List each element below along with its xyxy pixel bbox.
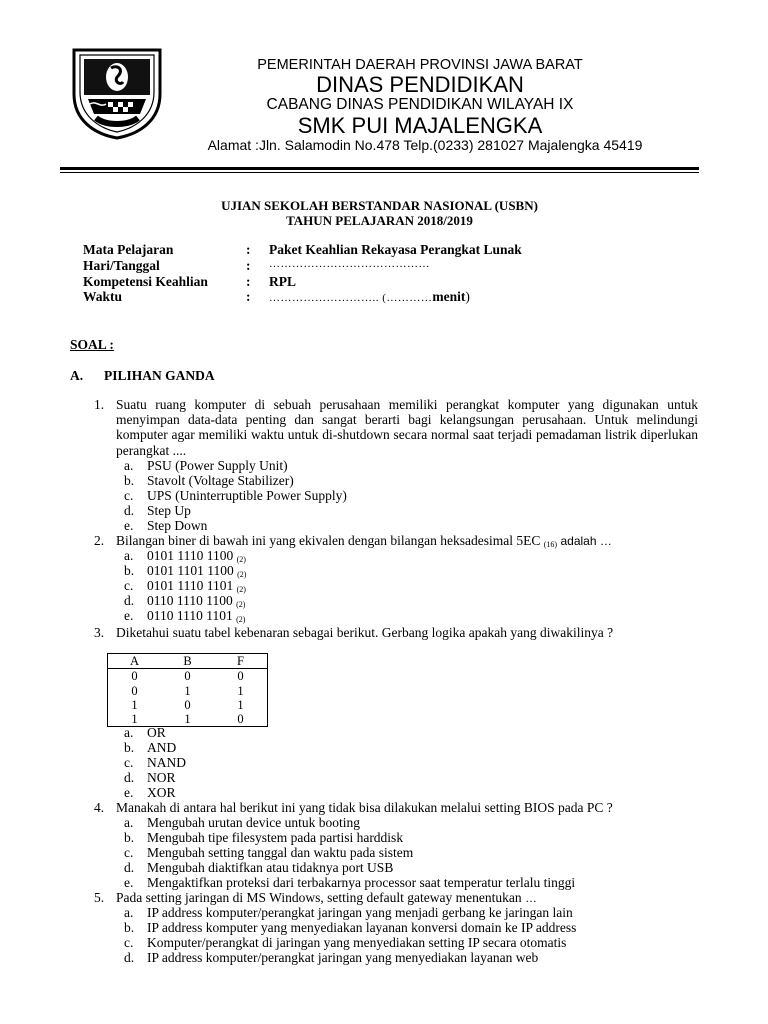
- question-text-main: Bilangan biner di bawah ini yang ekivalen dengan bilangan heksadesimal 5EC: [116, 533, 541, 548]
- option-binary: 0101 1101 1100: [147, 563, 234, 578]
- option-letter: e.: [124, 875, 134, 890]
- letterhead-school: SMK PUI MAJALENGKA: [297, 113, 543, 138]
- option-binary: 0110 1110 1100: [147, 593, 233, 608]
- option-subscript: (2): [236, 555, 246, 564]
- truth-table-row: [108, 698, 268, 712]
- option-letter: d.: [124, 503, 135, 518]
- option-letter: a.: [124, 815, 134, 830]
- option-letter: c.: [124, 755, 134, 770]
- option-binary: 0101 1110 1101: [147, 578, 234, 593]
- info-label-date: Hari/Tanggal: [83, 258, 160, 273]
- truth-cell: 1: [184, 712, 191, 727]
- question-number: 4.: [94, 800, 105, 815]
- letterhead-divider-thin: [60, 172, 699, 173]
- option-letter: d.: [124, 860, 135, 875]
- option-text: Mengaktifkan proteksi dari terbakarnya processor saat temperatur terlalu tinggi: [147, 875, 576, 890]
- option-text: Mengubah diaktifkan atau tidaknya port USB: [147, 860, 394, 875]
- option-letter: a.: [124, 458, 134, 473]
- option-text: [147, 608, 245, 624]
- question-text-main: Pada setting jaringan di MS Windows, setting default gateway menentukan: [116, 890, 522, 905]
- option-text: Mengubah tipe filesystem pada partisi harddisk: [147, 830, 404, 845]
- option-text: [147, 548, 246, 564]
- truth-header-f: F: [214, 654, 268, 669]
- option-letter: a.: [124, 548, 134, 563]
- truth-table-row: [108, 669, 268, 684]
- option-subscript: (2): [236, 600, 246, 609]
- option-letter: d.: [124, 770, 135, 785]
- option-letter: b.: [124, 563, 135, 578]
- letterhead-agency: DINAS PENDIDIKAN: [316, 72, 524, 97]
- truth-table-row: [108, 684, 268, 698]
- truth-table: [107, 653, 268, 727]
- option-binary: 0110 1110 1101: [147, 608, 233, 623]
- info-label-time: Waktu: [83, 289, 123, 304]
- exam-title: UJIAN SEKOLAH BERSTANDAR NASIONAL (USBN): [221, 198, 538, 213]
- option-text: Komputer/perangkat di jaringan yang menyediakan setting IP secara otomatis: [147, 935, 567, 950]
- letterhead-address: Alamat :Jln. Salamodin No.478 Telp.(0233) 281027 Majalengka 45419: [207, 137, 643, 153]
- option-letter: c.: [124, 935, 134, 950]
- option-subscript: (2): [236, 585, 246, 594]
- option-text: OR: [147, 725, 166, 740]
- option-letter: d.: [124, 950, 135, 965]
- truth-cell: 0: [184, 669, 191, 684]
- option-text: UPS (Uninterruptible Power Supply): [147, 488, 347, 503]
- letterhead-divider-thick: [60, 167, 699, 170]
- option-binary: 0101 1110 1100: [147, 548, 234, 563]
- option-letter: e.: [124, 518, 134, 533]
- info-value-subject: Paket Keahlian Rekayasa Perangkat Lunak: [269, 242, 522, 257]
- exam-year: TAHUN PELAJARAN 2018/2019: [286, 213, 473, 228]
- option-text: Step Up: [147, 503, 191, 518]
- letterhead-government: PEMERINTAH DAERAH PROVINSI JAWA BARAT: [257, 57, 583, 73]
- question-text: Suatu ruang komputer di sebuah perusahaan memiliki perangkat komputer yang digunakan untuk menyimpan data-data penting dan sangat berarti bagi kelangsungan perusahaan. Untuk melindungi komputer agar memiliki waktu untuk di-shutdown secara normal saat terjadi pemadaman listrik diperlukan perangkat ....: [116, 397, 698, 458]
- info-colon: :: [246, 258, 251, 273]
- truth-header-b: B: [161, 654, 214, 669]
- option-letter: b.: [124, 740, 135, 755]
- question-number: 2.: [94, 533, 105, 548]
- option-letter: e.: [124, 785, 134, 800]
- info-colon: :: [246, 242, 251, 257]
- option-text: IP address komputer/perangkat jaringan yang menyediakan layanan web: [147, 950, 539, 965]
- info-colon: :: [246, 289, 251, 304]
- option-letter: b.: [124, 473, 135, 488]
- soal-heading: SOAL :: [70, 337, 114, 352]
- question-tail: …: [525, 891, 538, 905]
- letterhead-branch: CABANG DINAS PENDIDIKAN WILAYAH IX: [266, 96, 574, 113]
- info-label-subject: Mata Pelajaran: [83, 242, 174, 257]
- truth-cell: 0: [184, 698, 191, 713]
- option-text: XOR: [147, 785, 176, 800]
- option-text: [147, 578, 246, 594]
- question-subscript: (16): [543, 540, 558, 549]
- info-value-time: [269, 289, 470, 305]
- info-value-competency: RPL: [269, 274, 296, 289]
- option-text: IP address komputer/perangkat jaringan yang menjadi gerbang ke jaringan lain: [147, 905, 573, 920]
- option-letter: b.: [124, 920, 135, 935]
- truth-cell: 0: [237, 712, 244, 727]
- option-text: Step Down: [147, 518, 208, 533]
- option-text: Mengubah urutan device untuk booting: [147, 815, 360, 830]
- option-subscript: (2): [236, 615, 246, 624]
- west-java-emblem-logo: [68, 42, 166, 140]
- info-colon: :: [246, 274, 251, 289]
- truth-cell: 0: [131, 683, 138, 698]
- option-text: Mengubah setting tanggal dan waktu pada sistem: [147, 845, 414, 860]
- truth-cell: 1: [184, 683, 191, 698]
- option-letter: b.: [124, 830, 135, 845]
- truth-table-header: [108, 654, 268, 669]
- truth-cell: 1: [237, 683, 244, 698]
- info-label-competency: Kompetensi Keahlian: [83, 274, 208, 289]
- option-letter: c.: [124, 578, 134, 593]
- truth-cell: 1: [131, 712, 138, 727]
- question-number: 5.: [94, 890, 105, 905]
- question-text: Manakah di antara hal berikut ini yang tidak bisa dilakukan melalui setting BIOS pada PC ?: [116, 800, 613, 815]
- option-subscript: (2): [237, 570, 247, 579]
- time-unit: menit: [432, 289, 466, 304]
- time-dots: ……………………….. (…………: [269, 292, 433, 304]
- time-close: ): [465, 289, 471, 304]
- option-letter: a.: [124, 905, 134, 920]
- option-text: IP address komputer yang menyediakan layanan konversi domain ke IP address: [147, 920, 577, 935]
- truth-cell: 1: [131, 698, 138, 713]
- question-number: 3.: [94, 625, 105, 640]
- section-a-title: PILIHAN GANDA: [104, 368, 215, 383]
- truth-cell: 0: [237, 669, 244, 684]
- option-text: [147, 593, 245, 609]
- option-letter: c.: [124, 488, 134, 503]
- truth-header-a: A: [108, 654, 162, 669]
- question-text: [116, 890, 537, 906]
- question-tail: adalah …: [560, 534, 612, 548]
- truth-cell: 0: [131, 669, 138, 684]
- option-text: NAND: [147, 755, 186, 770]
- question-number: 1.: [94, 397, 105, 412]
- info-value-date-blank: ……………………………………: [269, 258, 430, 270]
- option-text: [147, 563, 246, 579]
- option-text: AND: [147, 740, 177, 755]
- option-text: NOR: [147, 770, 176, 785]
- truth-cell: 1: [237, 698, 244, 713]
- section-a-letter: A.: [70, 368, 84, 383]
- option-letter: e.: [124, 608, 134, 623]
- option-text: Stavolt (Voltage Stabilizer): [147, 473, 294, 488]
- option-letter: c.: [124, 845, 134, 860]
- option-letter: a.: [124, 725, 134, 740]
- option-text: PSU (Power Supply Unit): [147, 458, 288, 473]
- question-text: Diketahui suatu tabel kebenaran sebagai berikut. Gerbang logika apakah yang diwakilinya ?: [116, 625, 614, 640]
- option-letter: d.: [124, 593, 135, 608]
